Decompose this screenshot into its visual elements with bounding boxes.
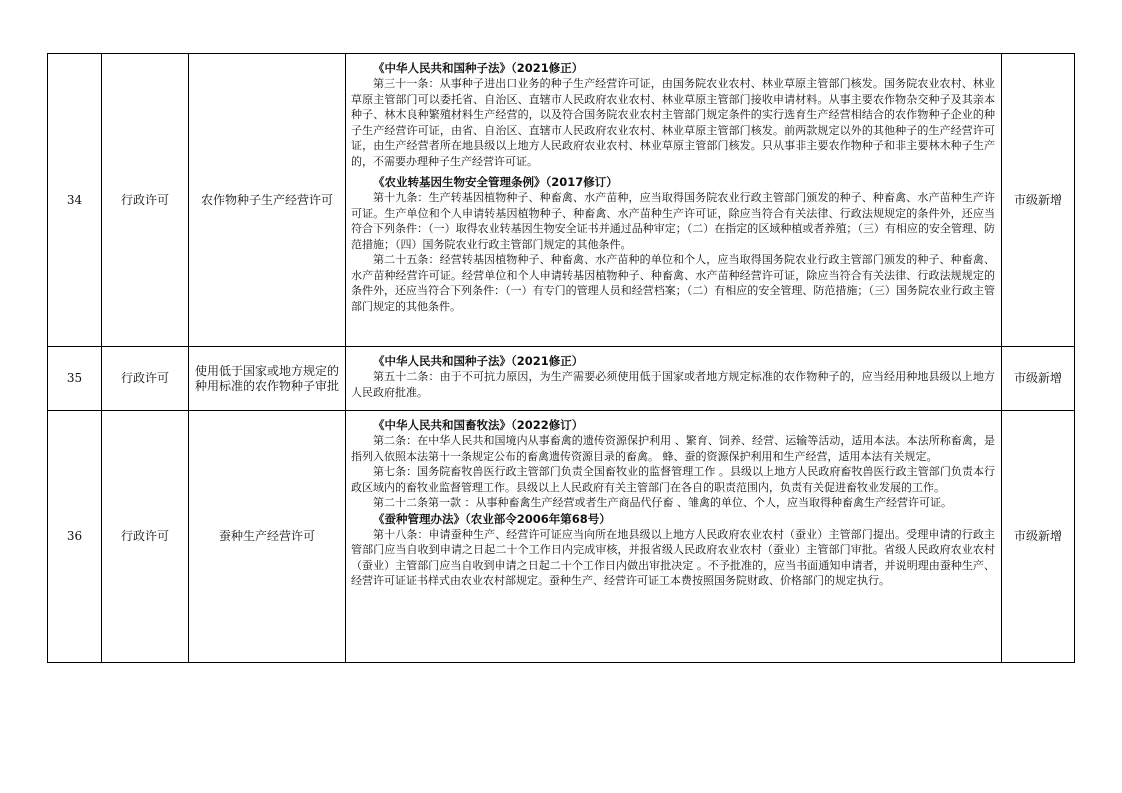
row-number-cell: 36 [48,411,102,663]
law-title: 《中华人民共和国种子法》（2021修正） [373,354,584,368]
law-title: 《蚕种管理办法》（农业部令2006年第68号） [373,511,611,526]
row-number-cell: 35 [48,347,102,411]
legal-basis-cell [346,411,1002,663]
law-title: 《农业转基因生物安全管理条例》（2017修订） [373,175,618,189]
category-cell: 行政许可 [102,347,189,411]
legal-basis-cell [346,347,1002,411]
category-cell: 行政许可 [102,54,189,347]
item-name-cell: 农作物种子生产经营许可 [189,54,346,347]
law-article: 第五十二条：由于不可抗力原因，为生产需要必须使用低于国家或者地方规定标准的农作物种子的，应当经用种地县级以上地方人民政府批准。 [351,370,995,399]
law-article: 第二十五条：经营转基因植物种子、种畜禽、水产苗种的单位和个人，应当取得国务院农业行政主管部门颁发的种子、种畜禽、水产苗种经营许可证。经营单位和个人申请转基因植物种子、种畜禽、水产苗种经营许可证，除应当符合有关法律、行政法规规定的条件外，还应当符合下列条件：（一）有专门的管理人员和经营档案；（二）有相应的安全管理、防范措施；（三）国务院农业行政主管部门规定的其他条件。 [351,253,995,313]
law-article: 第三十一条：从事种子进出口业务的种子生产经营许可证，由国务院农业农村、林业草原主管部门核发。国务院农业农村、林业草原主管部门可以委托省、自治区、直辖市人民政府农业农村、林业草原主管部门接收申请材料。从事主要农作物杂交种子及其亲本种子、林木良种繁殖材料生产经营的，以及符合国务院农业农村主管部门规定条件的实行选育生产经营相结合的农作物种子企业的种子生产经营许可证，由省、自治区、直辖市人民政府农业农村、林业草原主管部门核发。前两款规定以外的其他种子的生产经营许可证，由生产经营者所在地县级以上地方人民政府农业农村、林业草原主管部门核发。只从事非主要农作物种子和非主要林木种子生产的，不需要办理种子生产经营许可证。 [351,77,995,168]
table-row [48,54,1075,347]
category-cell: 行政许可 [102,411,189,663]
row-number-cell: 34 [48,54,102,347]
law-article: 第二十二条第一款 ：从事种畜禽生产经营或者生产商品代仔畜 、雏禽的单位、个人，应当取得种畜禽生产经营许可证。 [373,496,952,509]
remark-cell: 市级新增 [1002,54,1075,347]
law-title: 《中华人民共和国种子法》（2021修正） [373,61,584,75]
law-article: 第十九条：生产转基因植物种子、种畜禽、水产苗种，应当取得国务院农业行政主管部门颁发的种子、种畜禽、水产苗种生产许可证。生产单位和个人申请转基因植物种子、种畜禽、水产苗种生产许可证，除应当符合有关法律、行政法规规定的条件外，还应当符合下列条件：（一）取得农业转基因生物安全证书并通过品种审定；（二）在指定的区域种植或者养殖；（三）有相应的安全管理、防范措施；（四）国务院农业行政主管部门规定的其他条件。 [351,191,995,251]
table-row [48,411,1075,663]
remark-cell: 市级新增 [1002,347,1075,411]
legal-basis-cell [346,54,1002,347]
item-name-cell: 使用低于国家或地方规定的种用标准的农作物种子审批 [189,347,346,411]
permit-table [47,53,1075,663]
table-row [48,347,1075,411]
item-name-cell: 蚕种生产经营许可 [189,411,346,663]
law-article: 第十八条：申请蚕种生产、经营许可证应当向所在地县级以上地方人民政府农业农村（蚕业）主管部门提出。受理申请的行政主管部门应当自收到申请之日起二十个工作日内完成审核，并报省级人民政府农业农村（蚕业）主管部门审批。省级人民政府农业农村（蚕业）主管部门应当自收到申请之日起二十个工作日内做出审批决定 。不予批准的，应当书面通知申请者，并说明理由蚕种生产、经营许可证证书样式由农业农村部规定。蚕种生产、经营许可证工本费按照国务院财政、价格部门的规定执行。 [351,527,995,587]
law-article: 第二条：在中华人民共和国境内从事畜禽的遗传资源保护利用 、繁育、饲养、经营、运输等活动，适用本法。本法所称畜禽，是指列入依照本法第十一条规定公布的畜禽遗传资源目录的畜禽。 蜂、蚕的资源保护利用和生产经营，适用本法有关规定。 [351,434,995,463]
law-title: 《中华人民共和国畜牧法》（2022修订） [373,418,584,432]
remark-cell: 市级新增 [1002,411,1075,663]
law-article: 第七条：国务院畜牧兽医行政主管部门负责全国畜牧业的监督管理工作 。县级以上地方人民政府畜牧兽医行政主管部门负责本行政区域内的畜牧业监督管理工作。县级以上人民政府有关主管部门在各自的职责范围内，负责有关促进畜牧业发展的工作。 [351,465,995,494]
